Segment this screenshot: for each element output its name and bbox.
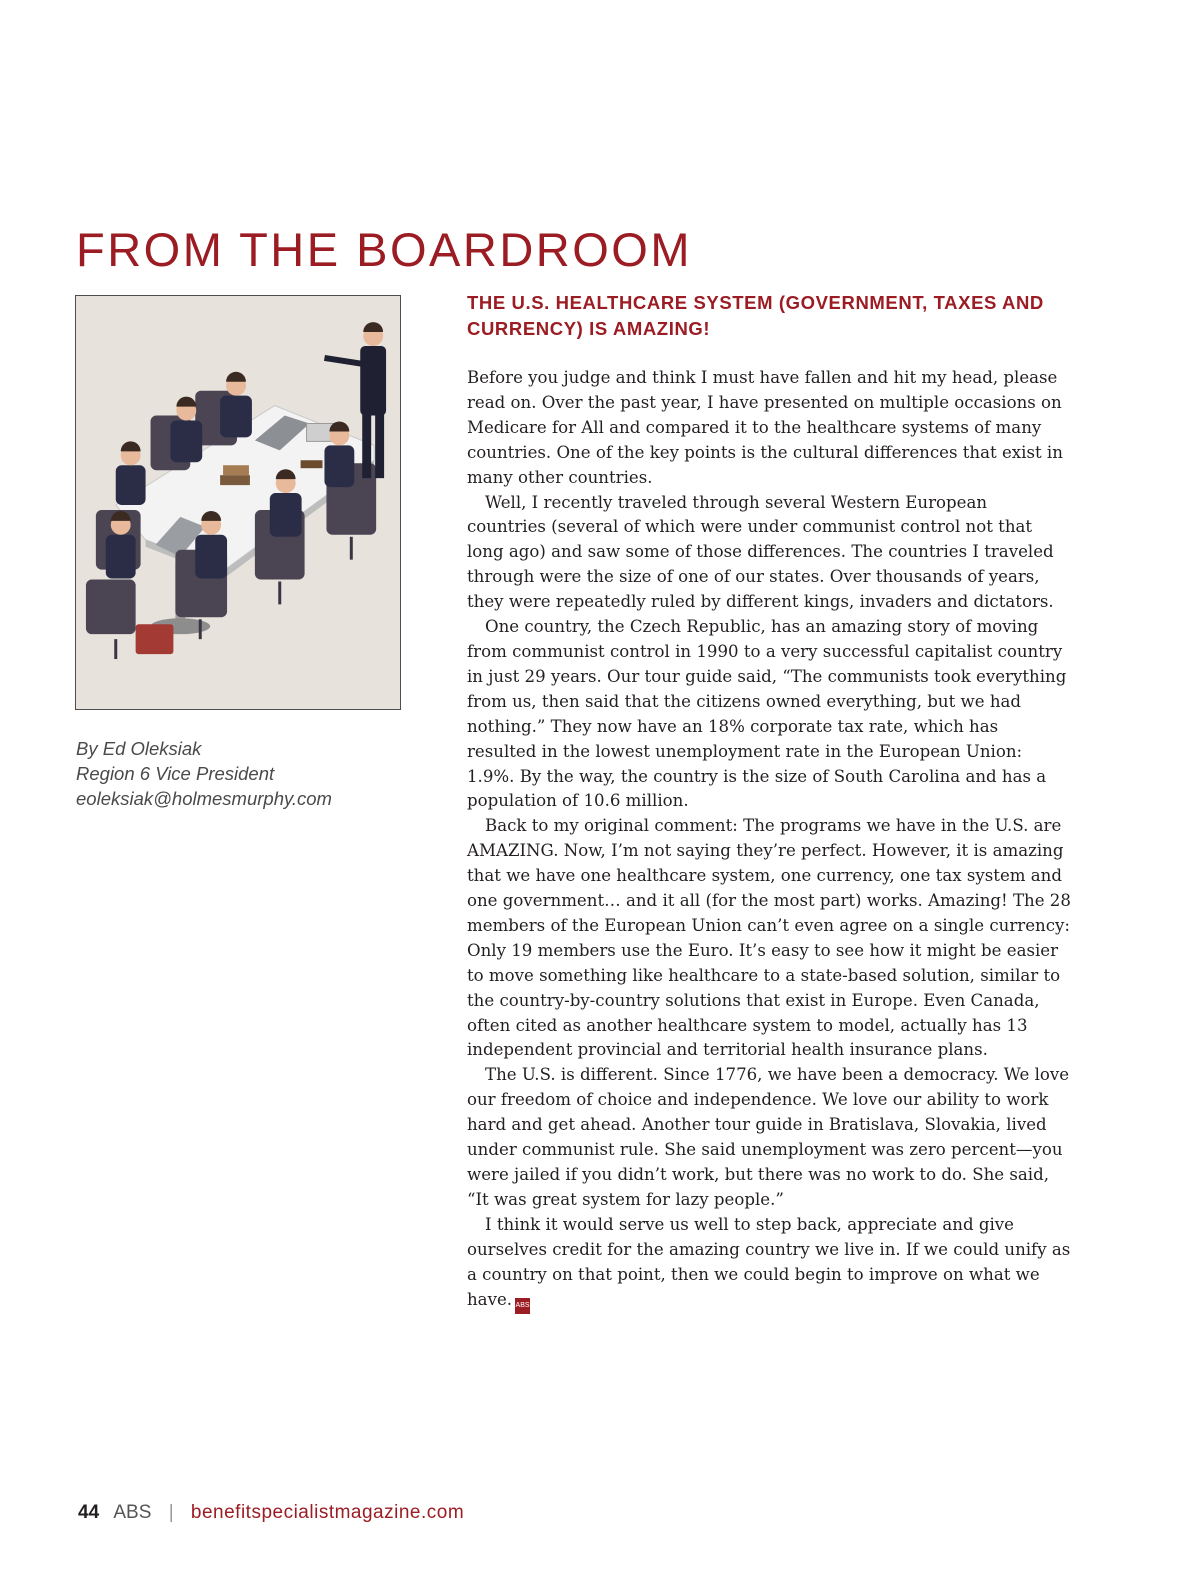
boardroom-meeting-illustration: [75, 295, 401, 710]
article-paragraph-text: I think it would serve us well to step back, appreciate and give ourselves credit for the amazing country we live in. If we could unify as a country on that point, then we could begin to improve on what we have.: [467, 1214, 1071, 1309]
article-paragraph: The U.S. is different. Since 1776, we have been a democracy. We love our freedom of choice and independence. We love our ability to work hard and get ahead. Another tour guide in Bratislava, Slovakia, lived under communist rule. She said unemployment was zero percent—you were jailed if you didn’t work, but there was no work to do. She said, “It was great system for lazy people.”: [467, 1065, 1070, 1209]
article-body: [467, 366, 1071, 1314]
article-paragraph: Back to my original comment: The programs we have in the U.S. are AMAZING. Now, I’m not saying they’re perfect. However, it is amazing that we have one healthcare system, one currency, one tax system and one government… and it all (for the most part) works. Amazing! The 28 members of the European Union can’t even agree on a single currency: Only 19 members use the Euro. It’s easy to see how it might be easier to move something like healthcare to a state-based solution, similar to the country-by-country solutions that exist in Europe. Even Canada, often cited as another healthcare system to model, actually has 13 independent provincial and territorial health insurance plans.: [467, 816, 1071, 1060]
article-paragraph: Before you judge and think I must have fallen and hit my head, please read on. Over the past year, I have presented on multiple occasions on Medicare for All and compared it to the healthcare systems of many countries. One of the key points is the cultural differences that exist in many other countries.: [467, 368, 1063, 487]
article-headline: THE U.S. HEALTHCARE SYSTEM (GOVERNMENT, TAXES AND CURRENCY) IS AMAZING!: [467, 292, 1044, 339]
article-paragraph: One country, the Czech Republic, has an amazing story of moving from communist control in 1990 to a very successful capitalist country in just 29 years. Our tour guide said, “The communists took everything from us, then said that the citizens owned everything, but we had nothing.” They now have an 18% corporate tax rate, which has resulted in the lowest unemployment rate in the European Union: 1.9%. By the way, the country is the size of South Carolina and has a population of 10.6 million.: [467, 617, 1067, 811]
section-title: FROM THE BOARDROOM: [76, 223, 692, 276]
author-byline: [76, 736, 436, 811]
author-title: Region 6 Vice President: [76, 763, 275, 784]
magazine-url[interactable]: benefitspecialistmagazine.com: [190, 1502, 465, 1523]
abs-end-mark-icon: ABS: [515, 1298, 530, 1314]
author-name: By Ed Oleksiak: [76, 738, 202, 759]
page-footer: [78, 1502, 464, 1524]
author-email[interactable]: eoleksiak@holmesmurphy.com: [76, 788, 332, 809]
magazine-name: ABS: [113, 1502, 152, 1523]
article-paragraph: Well, I recently traveled through several Western European countries (several of which were under communist control not that long ago) and saw some of those differences. The countries I traveled through were the size of one of our states. Over thousands of years, they were repeatedly ruled by different kings, invaders and dictators.: [467, 492, 1054, 612]
footer-separator: |: [168, 1502, 174, 1523]
page-number: 44: [78, 1502, 100, 1523]
article-paragraph-last: [467, 1213, 1071, 1314]
